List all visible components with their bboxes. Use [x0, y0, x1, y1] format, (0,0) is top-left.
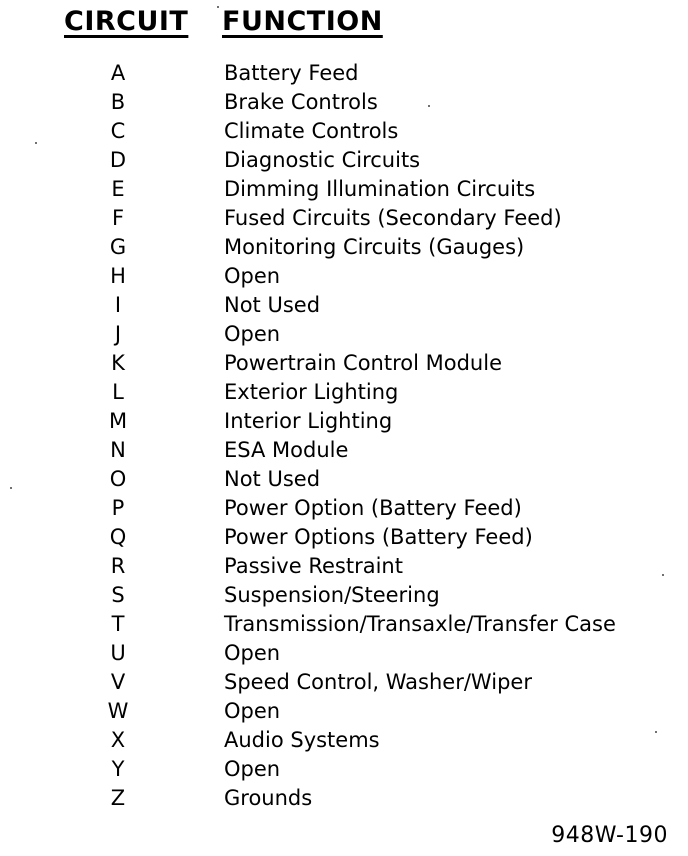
circuit-function: Grounds [224, 786, 313, 810]
table-row [0, 494, 688, 523]
scan-speck [662, 574, 664, 576]
table-row [0, 233, 688, 262]
table-row [0, 639, 688, 668]
circuit-code: I [114, 293, 122, 317]
circuit-code: R [110, 554, 126, 578]
circuit-code: C [110, 119, 126, 143]
circuit-code: A [110, 61, 126, 85]
circuit-function: Brake Controls [224, 90, 378, 114]
table-row [0, 117, 688, 146]
circuit-code: X [110, 728, 126, 752]
table-row [0, 726, 688, 755]
circuit-function: Transmission/Transaxle/Transfer Case [224, 612, 616, 636]
circuit-code: Y [111, 757, 125, 781]
table-row [0, 610, 688, 639]
circuit-function: Powertrain Control Module [224, 351, 502, 375]
circuit-function: Diagnostic Circuits [224, 148, 421, 172]
circuit-code: B [110, 90, 126, 114]
table-row [0, 146, 688, 175]
circuit-code: K [111, 351, 125, 375]
circuit-function: Climate Controls [224, 119, 399, 143]
table-row [0, 88, 688, 117]
circuit-code: W [107, 699, 129, 723]
circuit-code: G [109, 235, 127, 259]
circuit-function: Power Option (Battery Feed) [224, 496, 522, 520]
circuit-code: T [111, 612, 125, 636]
table-row [0, 581, 688, 610]
table-row [0, 552, 688, 581]
table-row [0, 320, 688, 349]
circuit-function: Dimming Illumination Circuits [224, 177, 536, 201]
table-row [0, 784, 688, 813]
circuit-code: L [112, 380, 124, 404]
circuit-function: Speed Control, Washer/Wiper [224, 670, 532, 694]
circuit-function: Not Used [224, 467, 321, 491]
figure-id: 948W-190 [551, 823, 668, 848]
table-row [0, 349, 688, 378]
circuit-function-table [0, 59, 688, 813]
circuit-function: Passive Restraint [224, 554, 403, 578]
circuit-function: Suspension/Steering [224, 583, 440, 607]
table-row [0, 59, 688, 88]
circuit-function: Not Used [224, 293, 321, 317]
table-row [0, 262, 688, 291]
circuit-function: Fused Circuits (Secondary Feed) [224, 206, 562, 230]
circuit-code: V [110, 670, 126, 694]
circuit-code: O [109, 467, 127, 491]
circuit-function: ESA Module [224, 438, 349, 462]
circuit-function: Monitoring Circuits (Gauges) [224, 235, 525, 259]
table-row [0, 378, 688, 407]
table-row [0, 697, 688, 726]
table-row [0, 291, 688, 320]
function-column-header: FUNCTION [222, 6, 383, 37]
circuit-function: Exterior Lighting [224, 380, 399, 404]
circuit-function: Open [224, 322, 281, 346]
circuit-code: D [109, 148, 127, 172]
scan-speck [428, 105, 430, 107]
circuit-code: E [111, 177, 125, 201]
table-row [0, 465, 688, 494]
circuit-code: M [108, 409, 128, 433]
table-row [0, 407, 688, 436]
table-row [0, 175, 688, 204]
circuit-function: Open [224, 757, 281, 781]
table-row [0, 668, 688, 697]
circuit-code: U [110, 641, 126, 665]
circuit-code: J [114, 322, 122, 346]
circuit-column-header: CIRCUIT [64, 6, 189, 37]
circuit-code: P [111, 496, 125, 520]
table-row [0, 755, 688, 784]
scan-speck [655, 731, 657, 733]
circuit-function: Interior Lighting [224, 409, 393, 433]
circuit-code: N [110, 438, 126, 462]
table-row [0, 204, 688, 233]
circuit-code: H [110, 264, 126, 288]
table-row [0, 436, 688, 465]
table-row [0, 523, 688, 552]
circuit-code: S [111, 583, 125, 607]
circuit-code: Z [110, 786, 126, 810]
circuit-function: Battery Feed [224, 61, 359, 85]
scan-speck [217, 6, 219, 8]
scan-speck [35, 142, 37, 144]
circuit-code: F [111, 206, 125, 230]
circuit-function: Open [224, 699, 281, 723]
circuit-function: Open [224, 641, 281, 665]
circuit-function: Audio Systems [224, 728, 380, 752]
circuit-code: Q [109, 525, 127, 549]
circuit-function: Open [224, 264, 281, 288]
scan-speck [10, 487, 12, 489]
circuit-function: Power Options (Battery Feed) [224, 525, 533, 549]
